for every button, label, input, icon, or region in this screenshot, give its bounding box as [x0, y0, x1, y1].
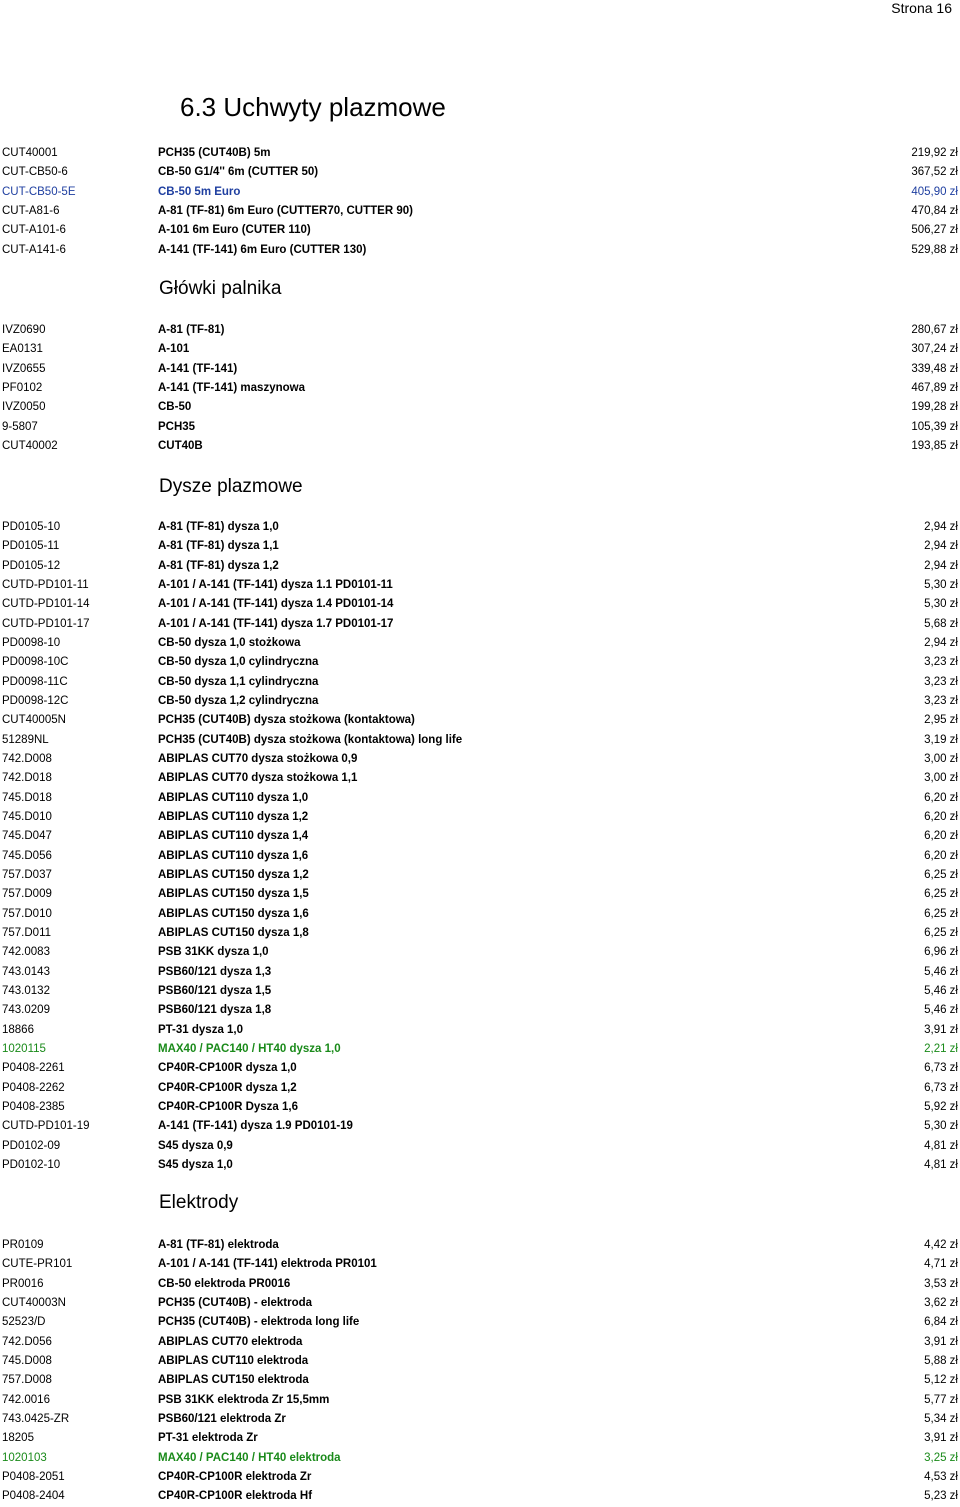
- item-desc: CP40R-CP100R dysza 1,2: [158, 1081, 297, 1094]
- item-code: 745.D047: [2, 830, 52, 843]
- item-desc: CP40R-CP100R elektroda Hf: [158, 1490, 313, 1503]
- item-desc: S45 dysza 1,0: [158, 1158, 233, 1171]
- item-code: IVZ0050: [2, 401, 46, 414]
- table-row: [0, 673, 960, 692]
- section-title-nozzles: Dysze plazmowe: [159, 476, 303, 497]
- item-desc: CP40R-CP100R elektroda Zr: [158, 1470, 312, 1483]
- item-price: 3,19 zł: [924, 733, 958, 746]
- item-code: CUT40001: [2, 147, 58, 159]
- table-row: [0, 789, 960, 808]
- item-desc: MAX40 / PAC140 / HT40 elektroda: [158, 1451, 341, 1464]
- item-desc: A-81 (TF-81) dysza 1,2: [158, 559, 279, 572]
- item-code: 742.D018: [2, 772, 52, 785]
- item-price: 3,53 zł: [924, 1277, 958, 1290]
- table-row: [0, 711, 960, 730]
- item-desc: ABIPLAS CUT110 dysza 1,6: [158, 849, 309, 862]
- item-price: 2,94 zł: [924, 636, 958, 649]
- section-title-heads: Główki palnika: [159, 278, 282, 299]
- item-desc: PSB 31KK dysza 1,0: [158, 946, 269, 959]
- table-row: [0, 576, 960, 595]
- table-row: [0, 731, 960, 750]
- item-desc: ABIPLAS CUT150 dysza 1,8: [158, 926, 309, 939]
- item-price: 4,53 zł: [924, 1470, 958, 1483]
- table-row: [0, 1352, 960, 1371]
- table-row: [0, 1333, 960, 1352]
- item-code: PD0105-11: [2, 540, 60, 553]
- item-code: 1020115: [2, 1042, 46, 1055]
- item-price: 4,42 zł: [924, 1239, 958, 1251]
- table-row: [0, 1001, 960, 1020]
- item-desc: A-101 / A-141 (TF-141) dysza 1.4 PD0101-14: [158, 598, 394, 611]
- item-price: 219,92 zł: [911, 147, 958, 159]
- table-row: [0, 379, 960, 398]
- item-price: 5,34 zł: [924, 1412, 958, 1425]
- item-code: 51289NL: [2, 733, 49, 746]
- item-price: 5,88 zł: [924, 1354, 958, 1367]
- item-code: 52523/D: [2, 1316, 46, 1329]
- item-code: 18205: [2, 1432, 34, 1445]
- item-desc: A-141 (TF-141): [158, 362, 238, 375]
- item-desc: PCH35 (CUT40B) - elektroda long life: [158, 1316, 360, 1329]
- table-row: [0, 692, 960, 711]
- item-price: 199,28 zł: [911, 401, 958, 414]
- item-code: 742.D008: [2, 752, 52, 765]
- table-row: [0, 202, 960, 221]
- item-desc: ABIPLAS CUT150 elektroda: [158, 1374, 309, 1387]
- table-row: [0, 1079, 960, 1098]
- table-row: [0, 866, 960, 885]
- item-price: 2,95 zł: [924, 714, 958, 727]
- item-code: P0408-2261: [2, 1062, 65, 1075]
- item-desc: A-141 (TF-141) dysza 1.9 PD0101-19: [158, 1120, 353, 1133]
- item-code: P0408-2051: [2, 1470, 65, 1483]
- item-code: CUT40002: [2, 439, 58, 452]
- item-desc: PSB60/121 dysza 1,3: [158, 965, 272, 978]
- item-price: 6,20 zł: [924, 830, 958, 843]
- item-code: PD0102-09: [2, 1139, 61, 1152]
- item-desc: A-81 (TF-81) elektroda: [158, 1239, 279, 1251]
- item-price: 6,20 zł: [924, 849, 958, 862]
- item-price: 5,30 zł: [924, 1120, 958, 1133]
- item-code: PR0109: [2, 1239, 44, 1251]
- item-desc: A-141 (TF-141) maszynowa: [158, 381, 305, 394]
- item-code: CUT-A141-6: [2, 243, 66, 256]
- item-desc: PCH35: [158, 420, 196, 433]
- item-price: 3,91 zł: [924, 1023, 958, 1036]
- item-desc: PCH35 (CUT40B) dysza stożkowa (kontaktowa) long life: [158, 733, 463, 746]
- table-row: [0, 924, 960, 943]
- item-price: 5,46 zł: [924, 965, 958, 978]
- item-code: CUT-A81-6: [2, 204, 60, 217]
- table-row: [0, 982, 960, 1001]
- item-desc: CB-50 dysza 1,1 cylindryczna: [158, 675, 319, 688]
- item-price: 280,67 zł: [911, 324, 958, 336]
- item-desc: A-101 / A-141 (TF-141) elektroda PR0101: [158, 1258, 377, 1271]
- item-desc: ABIPLAS CUT110 dysza 1,0: [158, 791, 309, 804]
- item-desc: ABIPLAS CUT110 elektroda: [158, 1354, 309, 1367]
- table-row: [0, 615, 960, 634]
- item-price: 6,25 zł: [924, 926, 958, 939]
- item-code: CUTD-PD101-11: [2, 578, 89, 591]
- item-code: 742.D056: [2, 1335, 52, 1348]
- item-code: CUTD-PD101-19: [2, 1120, 90, 1133]
- item-desc: A-101 / A-141 (TF-141) dysza 1.1 PD0101-11: [158, 578, 393, 591]
- table-row: [0, 847, 960, 866]
- table-row: [0, 537, 960, 556]
- item-price: 3,62 zł: [924, 1296, 958, 1309]
- item-code: PD0098-10: [2, 636, 61, 649]
- item-price: 193,85 zł: [911, 439, 958, 452]
- table-row: [0, 750, 960, 769]
- table-row: [0, 163, 960, 182]
- item-price: 2,94 zł: [924, 540, 958, 553]
- item-price: 307,24 zł: [911, 343, 958, 356]
- item-code: P0408-2385: [2, 1100, 65, 1113]
- item-code: CUT-A101-6: [2, 224, 66, 237]
- item-price: 6,25 zł: [924, 907, 958, 920]
- item-desc: CUT40B: [158, 439, 203, 452]
- item-code: 757.D037: [2, 868, 52, 881]
- item-code: 745.D010: [2, 810, 52, 823]
- item-code: 18866: [2, 1023, 34, 1036]
- item-price: 3,00 zł: [924, 772, 958, 785]
- item-code: PD0098-12C: [2, 694, 69, 707]
- table-row: [0, 1468, 960, 1487]
- table-row: [0, 634, 960, 653]
- item-desc: MAX40 / PAC140 / HT40 dysza 1,0: [158, 1042, 341, 1055]
- item-price: 467,89 zł: [911, 381, 958, 394]
- table-row: [0, 144, 960, 163]
- item-price: 105,39 zł: [911, 420, 958, 433]
- item-code: EA0131: [2, 343, 43, 356]
- table-row: [0, 963, 960, 982]
- table-row: [0, 1391, 960, 1410]
- table-row: [0, 1236, 960, 1255]
- table-row: [0, 183, 960, 202]
- item-price: 2,21 zł: [924, 1042, 958, 1055]
- table-row: [0, 943, 960, 962]
- item-code: 745.D018: [2, 791, 52, 804]
- item-desc: PSB60/121 dysza 1,5: [158, 984, 272, 997]
- item-price: 3,25 zł: [924, 1451, 958, 1464]
- item-code: 742.0083: [2, 946, 50, 959]
- item-desc: ABIPLAS CUT150 dysza 1,6: [158, 907, 309, 920]
- table-row: [0, 653, 960, 672]
- item-desc: CB-50 5m Euro: [158, 185, 241, 198]
- section-title-electrodes: Elektrody: [159, 1192, 239, 1213]
- section-nozzles: [0, 518, 960, 1175]
- item-price: 5,46 zł: [924, 1004, 958, 1017]
- item-price: 5,46 zł: [924, 984, 958, 997]
- item-desc: CB-50 elektroda PR0016: [158, 1277, 291, 1290]
- item-desc: ABIPLAS CUT150 dysza 1,5: [158, 888, 309, 901]
- table-row: [0, 1371, 960, 1390]
- item-desc: PCH35 (CUT40B) dysza stożkowa (kontaktowa): [158, 714, 415, 727]
- item-code: P0408-2404: [2, 1490, 65, 1503]
- item-code: 757.D008: [2, 1374, 52, 1387]
- item-code: 743.0132: [2, 984, 50, 997]
- table-row: [0, 1275, 960, 1294]
- item-code: 757.D011: [2, 926, 52, 939]
- table-row: [0, 221, 960, 240]
- item-price: 5,23 zł: [924, 1490, 958, 1503]
- item-code: CUTD-PD101-14: [2, 598, 90, 611]
- table-row: [0, 1137, 960, 1156]
- item-code: PD0105-12: [2, 559, 61, 572]
- item-code: IVZ0655: [2, 362, 46, 375]
- item-desc: PSB60/121 elektroda Zr: [158, 1412, 286, 1425]
- item-desc: ABIPLAS CUT110 dysza 1,2: [158, 810, 309, 823]
- item-price: 6,96 zł: [924, 946, 958, 959]
- section-electrodes: [0, 1236, 960, 1507]
- item-desc: ABIPLAS CUT110 dysza 1,4: [158, 830, 309, 843]
- section-torches: [0, 144, 960, 260]
- table-row: [0, 418, 960, 437]
- item-price: 5,92 zł: [924, 1100, 958, 1113]
- table-row: [0, 1156, 960, 1175]
- table-row: [0, 827, 960, 846]
- item-price: 6,73 zł: [924, 1081, 958, 1094]
- item-desc: ABIPLAS CUT70 dysza stożkowa 1,1: [158, 772, 358, 785]
- item-price: 3,00 zł: [924, 752, 958, 765]
- item-price: 6,25 zł: [924, 868, 958, 881]
- item-desc: A-81 (TF-81) 6m Euro (CUTTER70, CUTTER 90): [158, 204, 413, 217]
- item-price: 3,23 zł: [924, 694, 958, 707]
- item-code: PF0102: [2, 381, 43, 394]
- item-price: 3,91 zł: [924, 1432, 958, 1445]
- table-row: [0, 1059, 960, 1078]
- item-code: PD0098-11C: [2, 675, 68, 688]
- item-code: 743.0143: [2, 965, 50, 978]
- table-row: [0, 241, 960, 260]
- item-price: 3,91 zł: [924, 1335, 958, 1348]
- item-price: 470,84 zł: [911, 204, 958, 217]
- item-code: 743.0209: [2, 1004, 50, 1017]
- item-price: 339,48 zł: [911, 362, 958, 375]
- item-price: 5,77 zł: [924, 1393, 958, 1406]
- item-code: PD0102-10: [2, 1158, 61, 1171]
- table-row: [0, 437, 960, 456]
- item-price: 2,94 zł: [924, 559, 958, 572]
- item-code: CUT-CB50-5E: [2, 185, 76, 198]
- section-heads: [0, 321, 960, 456]
- item-code: 743.0425-ZR: [2, 1412, 70, 1425]
- item-desc: A-81 (TF-81): [158, 324, 225, 336]
- item-desc: CB-50 dysza 1,0 stożkowa: [158, 636, 301, 649]
- item-price: 6,20 zł: [924, 791, 958, 804]
- table-row: [0, 398, 960, 417]
- item-desc: S45 dysza 0,9: [158, 1139, 233, 1152]
- item-desc: CB-50 G1/4'' 6m (CUTTER 50): [158, 166, 319, 179]
- item-desc: CP40R-CP100R dysza 1,0: [158, 1062, 297, 1075]
- item-desc: PCH35 (CUT40B) 5m: [158, 147, 271, 159]
- item-price: 4,81 zł: [924, 1158, 958, 1171]
- item-desc: ABIPLAS CUT70 elektroda: [158, 1335, 303, 1348]
- item-desc: ABIPLAS CUT150 dysza 1,2: [158, 868, 309, 881]
- table-row: [0, 321, 960, 340]
- table-row: [0, 885, 960, 904]
- item-code: 757.D010: [2, 907, 52, 920]
- table-row: [0, 1040, 960, 1059]
- table-row: [0, 360, 960, 379]
- item-desc: A-101: [158, 343, 190, 356]
- item-code: CUT40003N: [2, 1296, 66, 1309]
- item-code: 1020103: [2, 1451, 47, 1464]
- item-desc: CB-50 dysza 1,2 cylindryczna: [158, 694, 319, 707]
- item-price: 6,20 zł: [924, 810, 958, 823]
- item-desc: PSB60/121 dysza 1,8: [158, 1004, 272, 1017]
- page-number: Strona 16: [891, 0, 952, 16]
- item-code: 745.D008: [2, 1354, 52, 1367]
- table-row: [0, 518, 960, 537]
- item-price: 2,94 zł: [924, 521, 958, 533]
- table-row: [0, 1021, 960, 1040]
- table-row: [0, 905, 960, 924]
- item-code: CUT-CB50-6: [2, 166, 68, 179]
- item-price: 3,23 zł: [924, 656, 958, 669]
- item-code: CUTE-PR101: [2, 1258, 73, 1271]
- item-price: 4,81 zł: [924, 1139, 958, 1152]
- table-row: [0, 1429, 960, 1448]
- item-desc: CB-50: [158, 401, 192, 414]
- item-desc: PT-31 dysza 1,0: [158, 1023, 244, 1036]
- table-row: [0, 1313, 960, 1332]
- page-title: 6.3 Uchwyty plazmowe: [180, 92, 446, 122]
- item-desc: A-101 6m Euro (CUTER 110): [158, 224, 311, 237]
- item-code: 745.D056: [2, 849, 52, 862]
- table-row: [0, 557, 960, 576]
- item-price: 405,90 zł: [911, 185, 958, 198]
- item-price: 6,25 zł: [924, 888, 958, 901]
- table-row: [0, 1449, 960, 1468]
- item-desc: ABIPLAS CUT70 dysza stożkowa 0,9: [158, 752, 358, 765]
- item-code: 757.D009: [2, 888, 52, 901]
- table-row: [0, 595, 960, 614]
- item-desc: PCH35 (CUT40B) - elektroda: [158, 1296, 313, 1309]
- item-desc: A-141 (TF-141) 6m Euro (CUTTER 130): [158, 243, 367, 256]
- table-row: [0, 1098, 960, 1117]
- item-code: P0408-2262: [2, 1081, 65, 1094]
- table-row: [0, 1487, 960, 1506]
- table-row: [0, 769, 960, 788]
- item-code: PR0016: [2, 1277, 44, 1290]
- item-desc: PT-31 elektroda Zr: [158, 1432, 258, 1445]
- item-desc: CB-50 dysza 1,0 cylindryczna: [158, 656, 319, 669]
- item-desc: CP40R-CP100R Dysza 1,6: [158, 1100, 298, 1113]
- table-row: [0, 1294, 960, 1313]
- item-price: 4,71 zł: [924, 1258, 958, 1271]
- item-code: CUT40005N: [2, 714, 66, 727]
- item-price: 3,23 zł: [924, 675, 958, 688]
- item-code: CUTD-PD101-17: [2, 617, 90, 630]
- item-price: 5,12 zł: [924, 1374, 958, 1387]
- table-row: [0, 1117, 960, 1136]
- item-price: 6,73 zł: [924, 1062, 958, 1075]
- item-price: 506,27 zł: [911, 224, 958, 237]
- item-desc: PSB 31KK elektroda Zr 15,5mm: [158, 1393, 330, 1406]
- item-desc: A-81 (TF-81) dysza 1,0: [158, 521, 279, 533]
- table-row: [0, 808, 960, 827]
- item-price: 529,88 zł: [911, 243, 958, 256]
- item-code: 9-5807: [2, 420, 38, 433]
- item-code: PD0098-10C: [2, 656, 69, 669]
- item-price: 6,84 zł: [924, 1316, 958, 1329]
- table-row: [0, 1410, 960, 1429]
- item-price: 367,52 zł: [911, 166, 958, 179]
- item-price: 5,68 zł: [924, 617, 958, 630]
- item-price: 5,30 zł: [924, 578, 958, 591]
- item-code: IVZ0690: [2, 324, 46, 336]
- item-code: 742.0016: [2, 1393, 50, 1406]
- item-code: PD0105-10: [2, 521, 61, 533]
- item-desc: A-101 / A-141 (TF-141) dysza 1.7 PD0101-17: [158, 617, 394, 630]
- item-desc: A-81 (TF-81) dysza 1,1: [158, 540, 279, 553]
- item-price: 5,30 zł: [924, 598, 958, 611]
- table-row: [0, 340, 960, 359]
- table-row: [0, 1255, 960, 1274]
